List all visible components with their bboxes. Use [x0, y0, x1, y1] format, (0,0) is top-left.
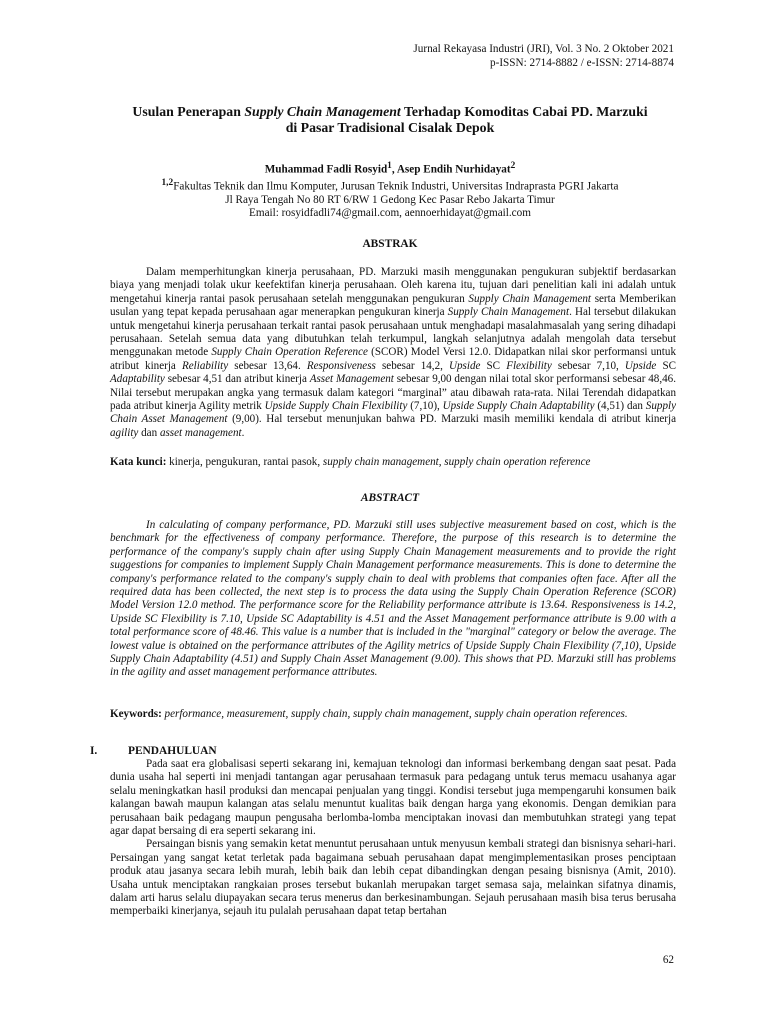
section-heading: I. PENDAHULUAN [90, 745, 217, 757]
journal-header [413, 43, 674, 70]
keywords: Keywords: performance, measurement, supply chain, supply chain management, supply chain operation references. [110, 708, 628, 720]
section-body [110, 758, 676, 919]
abstrak-text: Dalam memperhitungkan kinerja perusahaan, PD. Marzuki masih menggunakan pengukuran subjektif berdasarkan biaya yang menjadi tolak ukur keefektifan kinerja perusahaan. Oleh karena itu, tujuan dari penelitian kali ini adalah untuk mengetahui kinerja rantai pasok perusahaan setelah menggunakan pengukuran Supply Chain Management serta Memberikan usulan yang tepat kepada perusahaan agar menerapkan pengukuran kinerja Supply Chain Management. Hal tersebut dilakukan untuk mengetahui kinerja perusahaan terkait rantai pasok perusahaan untuk menghadapi masalahmasalah yang sering dihadapi perusahaan. Setelah semua data yang dibutuhkan telah terkumpul, langkah selanjutnya adalah mengolah data tersebut menggunakan metode Supply Chain Operation Reference (SCOR) Model Versi 12.0. Didapatkan nilai skor performansi untuk atribut kinerja Reliability sebesar 13,64. Responsiveness sebesar 14,2, Upside SC Flexibility sebesar 7,10, Upside SC Adaptability sebesar 4,51 dan atribut kinerja Asset Management sebesar 9,00 dengan nilai total skor performansi sebesar 48,46. Nilai tersebut merupakan angka yang termasuk dalam kategori “marginal” atau dibawah rata-rata. Nilai Terendah didapatkan pada atribut kinerja Agility metrik Upside Supply Chain Flexibility (7,10), Upside Supply Chain Adaptability (4,51) dan Supply Chain Asset Management (9,00). Hal tersebut menunjukan bahwa PD. Marzuki masih memiliki kendala di atribut kinerja agility dan asset management. [110, 266, 677, 439]
abstract-en-text: In calculating of company performance, PD. Marzuki still uses subjective measurement based on cost, which is the benchmark for the effectiveness of company performance. Therefore, the purpose of this research is to determine the performance of the company's supply chain after using Supply Chain Management measurements and to provide the right suggestions for companies to implement Supply Chain Management performance measurements. This is done to determine the company's performance related to the company's supply chain to deal with problems that companies often face. After all the required data has been collected, the next step is to process the data using the Supply Chain Operation Reference (SCOR) Model Version 12.0 method. The performance score for the Reliability performance attribute is 13.64. Responsiveness is 14.2, Upside SC Flexibility is 7.10, Upside SC Adaptability is 4.51 and the Asset Management performance attribute is 9.00 with a total performance score of 48.46. This value is a number that is included in the "marginal" category or below the average. The lowest value is obtained on the performance attributes of the Agility metrics of Upside Supply Chain Flexibility (7,10), Upside Supply Chain Adaptability (4.51) and Supply Chain Asset Management (9.00). This shows that PD. Marzuki still has problems in the agility and asset management performance attributes. [110, 519, 676, 679]
body-paragraph: Pada saat era globalisasi seperti sekarang ini, kemajuan teknologi dan informasi berkembang dengan saat pesat. Pada dunia usaha hal seperti ini menjadi tantangan agar perusahaan termasuk para pedagang untuk terus memacu usahanya agar selalu meningkatkan hasil produksi dan mencapai penjualan yang tinggi. Kondisi tersebut juga mempengaruhi konsumen baik kalangan bawah maupun kalangan atas selalu menuntut kualitas baik dengan harga yang ekonomis. Dengan demikian para perusahaan baik pedagang maupun pengusaha berlomba-lomba menciptakan inovasi dan membutuhkan strategi yang tepat agar dapat bersaing di era seperti sekarang ini. [110, 758, 676, 838]
abstract-heading: ABSTRACT [360, 492, 420, 504]
journal-issn: p-ISSN: 2714-8882 / e-ISSN: 2714-8874 [490, 56, 674, 69]
page-number: 62 [662, 954, 674, 966]
kata-kunci: Kata kunci: kinerja, pengukuran, rantai pasok, supply chain management, supply chain operation reference [110, 456, 591, 468]
journal-citation: Jurnal Rekayasa Industri (JRI), Vol. 3 No. 2 Oktober 2021 [413, 43, 674, 55]
body-paragraph: Persaingan bisnis yang semakin ketat menuntut perusahaan untuk menyusun kembali strategi dan bisnisnya sehari-hari. Persaingan yang sangat ketat terletak pada bagaimana sebuah perusahaan dapat mengimplementasikan proses penciptaan produk atau jasanya secara lebih murah, lebih baik dan lebih cepat dibandingkan dengan pesaing bisnisnya (Amit, 2010). Usaha untuk menciptakan rangkaian proses tersebut bukanlah merupakan target semasa saja, melainkan sifatnya dinamis, dalam arti harus selalu diupayakan secara terus menerus dan berkesinambungan. Sejauh perusahaan masih bisa terus berusaha memperbaiki kinerjanya, sejauh itu pulalah perusahaan dapat tetap bertahan [110, 838, 676, 918]
author-block [110, 160, 670, 220]
abstrak-heading: ABSTRAK [362, 238, 418, 250]
author-affiliation: $^{1,2}$Fakultas Teknik dan Ilmu Komputer, Jurusan Teknik Industri, Universitas Indraprasta PGRI Jakarta [161, 177, 619, 193]
author-address: Jl Raya Tengah No 80 RT 6/RW 1 Gedong Kec Pasar Rebo Jakarta Timur [225, 193, 555, 206]
author-email: Email: rosyidfadli74@gmail.com, aennoerhidayat@gmail.com [249, 207, 531, 220]
author-names: Muhammad Fadli Rosyid$^1$, Asep Endih Nurhidayat$^2$ [264, 161, 516, 176]
paper-title: Usulan Penerapan Supply Chain Management Terhadap Komoditas Cabai PD. Marzuki di Pasar Tradisional Cisalak Depok [132, 104, 648, 135]
